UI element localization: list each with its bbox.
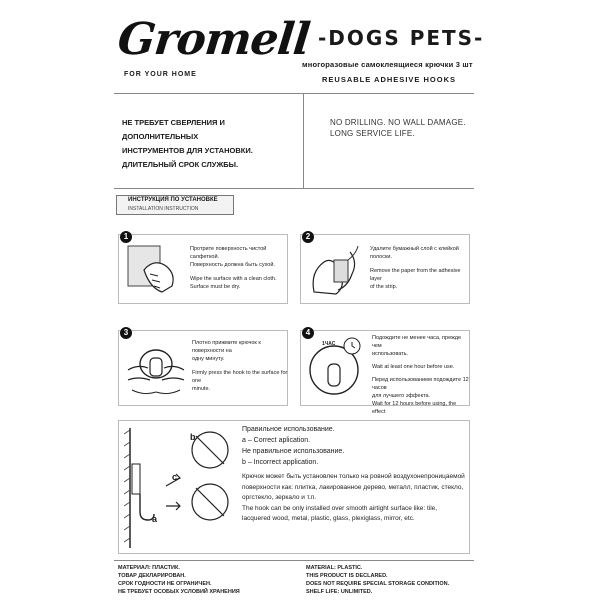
usage-text — [242, 424, 468, 468]
step-2-number: 2 — [302, 231, 314, 243]
intro-en-line: NO DRILLING. NO WALL DAMAGE. — [330, 118, 466, 127]
wait-clock-icon — [304, 334, 368, 402]
intro-divider — [303, 93, 304, 188]
usage-line: The hook can be only installed over smooth airtight surface like: tile, — [242, 504, 438, 512]
footer-right — [306, 564, 476, 596]
step-4-en2-line: Wait for 12 hours before using, the effect — [372, 401, 457, 415]
diagram-label-c: c — [172, 472, 178, 482]
footer-right-line: DOES NOT REQUIRE SPECIAL STORAGE CONDITION. — [306, 581, 450, 587]
footer-divider — [114, 560, 474, 561]
brand-tagline: FOR YOUR HOME — [124, 71, 197, 78]
step-3-en-line: Firmly press the hook to the surface for one — [192, 370, 288, 384]
step-3-ru-line: Плотно прижмите крючок к поверхности на — [192, 340, 261, 354]
step-4-ru2-line: для лучшего эффекта. — [372, 393, 431, 399]
step-1-number: 1 — [120, 231, 132, 243]
usage-surface-text — [242, 472, 468, 525]
usage-line: поверхности как: плитка, лакированное дерево, металл, пластик, стекло, — [242, 483, 464, 491]
footer-left-line: ТОВАР ДЕКЛАРИРОВАН. — [118, 573, 186, 579]
usage-line: оргстекло, зеркало и т.п. — [242, 494, 317, 501]
diagram-label-a: a — [152, 514, 158, 524]
intro-ru-line: ДЛИТЕЛЬНЫЙ СРОК СЛУЖБЫ. — [122, 160, 239, 169]
footer-left-line: МАТЕРИАЛ: ПЛАСТИК. — [118, 565, 180, 571]
subtitle-en: REUSABLE ADHESIVE HOOKS — [322, 75, 456, 84]
step-3-ru-line: одну минуту. — [192, 356, 225, 362]
usage-line: Крючок может быть установлен только на ровной воздухонепроницаемой — [242, 473, 465, 480]
step-1-ru-line: Протрите поверхность чистой салфеткой. — [190, 246, 267, 260]
diagram-label-b: b — [190, 432, 196, 442]
header-divider — [114, 93, 474, 94]
section-divider — [114, 188, 474, 189]
cloth-wipe-icon — [124, 240, 184, 300]
step-1-ru-line: Поверхность должна быть сухой. — [190, 262, 275, 268]
step-1-en-line: Surface must be dry. — [190, 284, 241, 290]
intro-en-line: LONG SERVICE LIFE. — [330, 129, 415, 138]
clock-label: 1ЧАС — [322, 341, 336, 347]
step-4-ru2-line: Перед использованием подождите 12 часов — [372, 377, 469, 391]
usage-line: Не правильное использование. — [242, 448, 345, 455]
usage-line: Правильное использование. — [242, 426, 335, 433]
step-1-text — [190, 245, 288, 291]
step-4-text — [372, 334, 470, 416]
footer-right-line: SHELF LIFE: UNLIMITED. — [306, 589, 373, 595]
usage-line: b – Incorrect application. — [242, 459, 319, 466]
intro-ru-line: ИНСТРУМЕНТОВ ДЛЯ УСТАНОВКИ. — [122, 146, 253, 155]
usage-line: а – Correct aplication. — [242, 437, 311, 444]
intro-ru — [122, 116, 292, 172]
intro-en — [330, 117, 500, 139]
usage-line: lacquered wood, metal, plastic, glass, plexiglass, mirror, etc. — [242, 515, 415, 522]
subtitle-ru: многоразовые самоклеящиеся крючки 3 шт — [302, 60, 473, 69]
hook-placement-diagram — [124, 424, 232, 552]
footer-right-line: THIS PRODUCT IS DECLARED. — [306, 573, 388, 579]
intro-ru-line: НЕ ТРЕБУЕТ СВЕРЛЕНИЯ И ДОПОЛНИТЕЛЬНЫХ — [122, 118, 225, 141]
footer-right-line: MATERIAL: PLASTIC. — [306, 565, 363, 571]
step-3-en-line: minute. — [192, 386, 211, 392]
step-2-text — [370, 245, 468, 291]
page-title: -DOGS PETS- — [318, 26, 485, 50]
press-hook-icon — [124, 334, 188, 402]
peel-strip-icon — [304, 240, 364, 300]
brand-logo: Gromell — [115, 14, 312, 65]
footer-left — [118, 564, 298, 596]
step-4-number: 4 — [302, 327, 314, 339]
step-3-text — [192, 339, 288, 393]
step-2-ru-line: полоски. — [370, 254, 393, 260]
step-4-ru-line: использовать. — [372, 351, 409, 357]
step-3-number: 3 — [120, 327, 132, 339]
step-2-en-line: of the strip. — [370, 284, 398, 290]
footer-left-line: НЕ ТРЕБУЕТ ОСОБЫХ УСЛОВИЙ ХРАНЕНИЯ — [118, 589, 240, 595]
step-2-ru-line: Удалите бумажный слой с клейкой — [370, 246, 459, 252]
step-4-ru-line: Подождите не менее часа, прежде чем — [372, 335, 462, 349]
step-1-en-line: Wipe the surface with a clean cloth. — [190, 276, 277, 282]
footer-left-line: СРОК ГОДНОСТИ НЕ ОГРАНИЧЕН. — [118, 581, 212, 587]
step-4-en-line: Wait at least one hour before use. — [372, 364, 455, 370]
step-2-en-line: Remove the paper from the adhesive layer — [370, 268, 461, 282]
instruction-tab-en: INSTALLATION INSTRUCTION — [128, 206, 199, 212]
instruction-tab-ru: ИНСТРУКЦИЯ ПО УСТАНОВКЕ — [128, 197, 218, 203]
